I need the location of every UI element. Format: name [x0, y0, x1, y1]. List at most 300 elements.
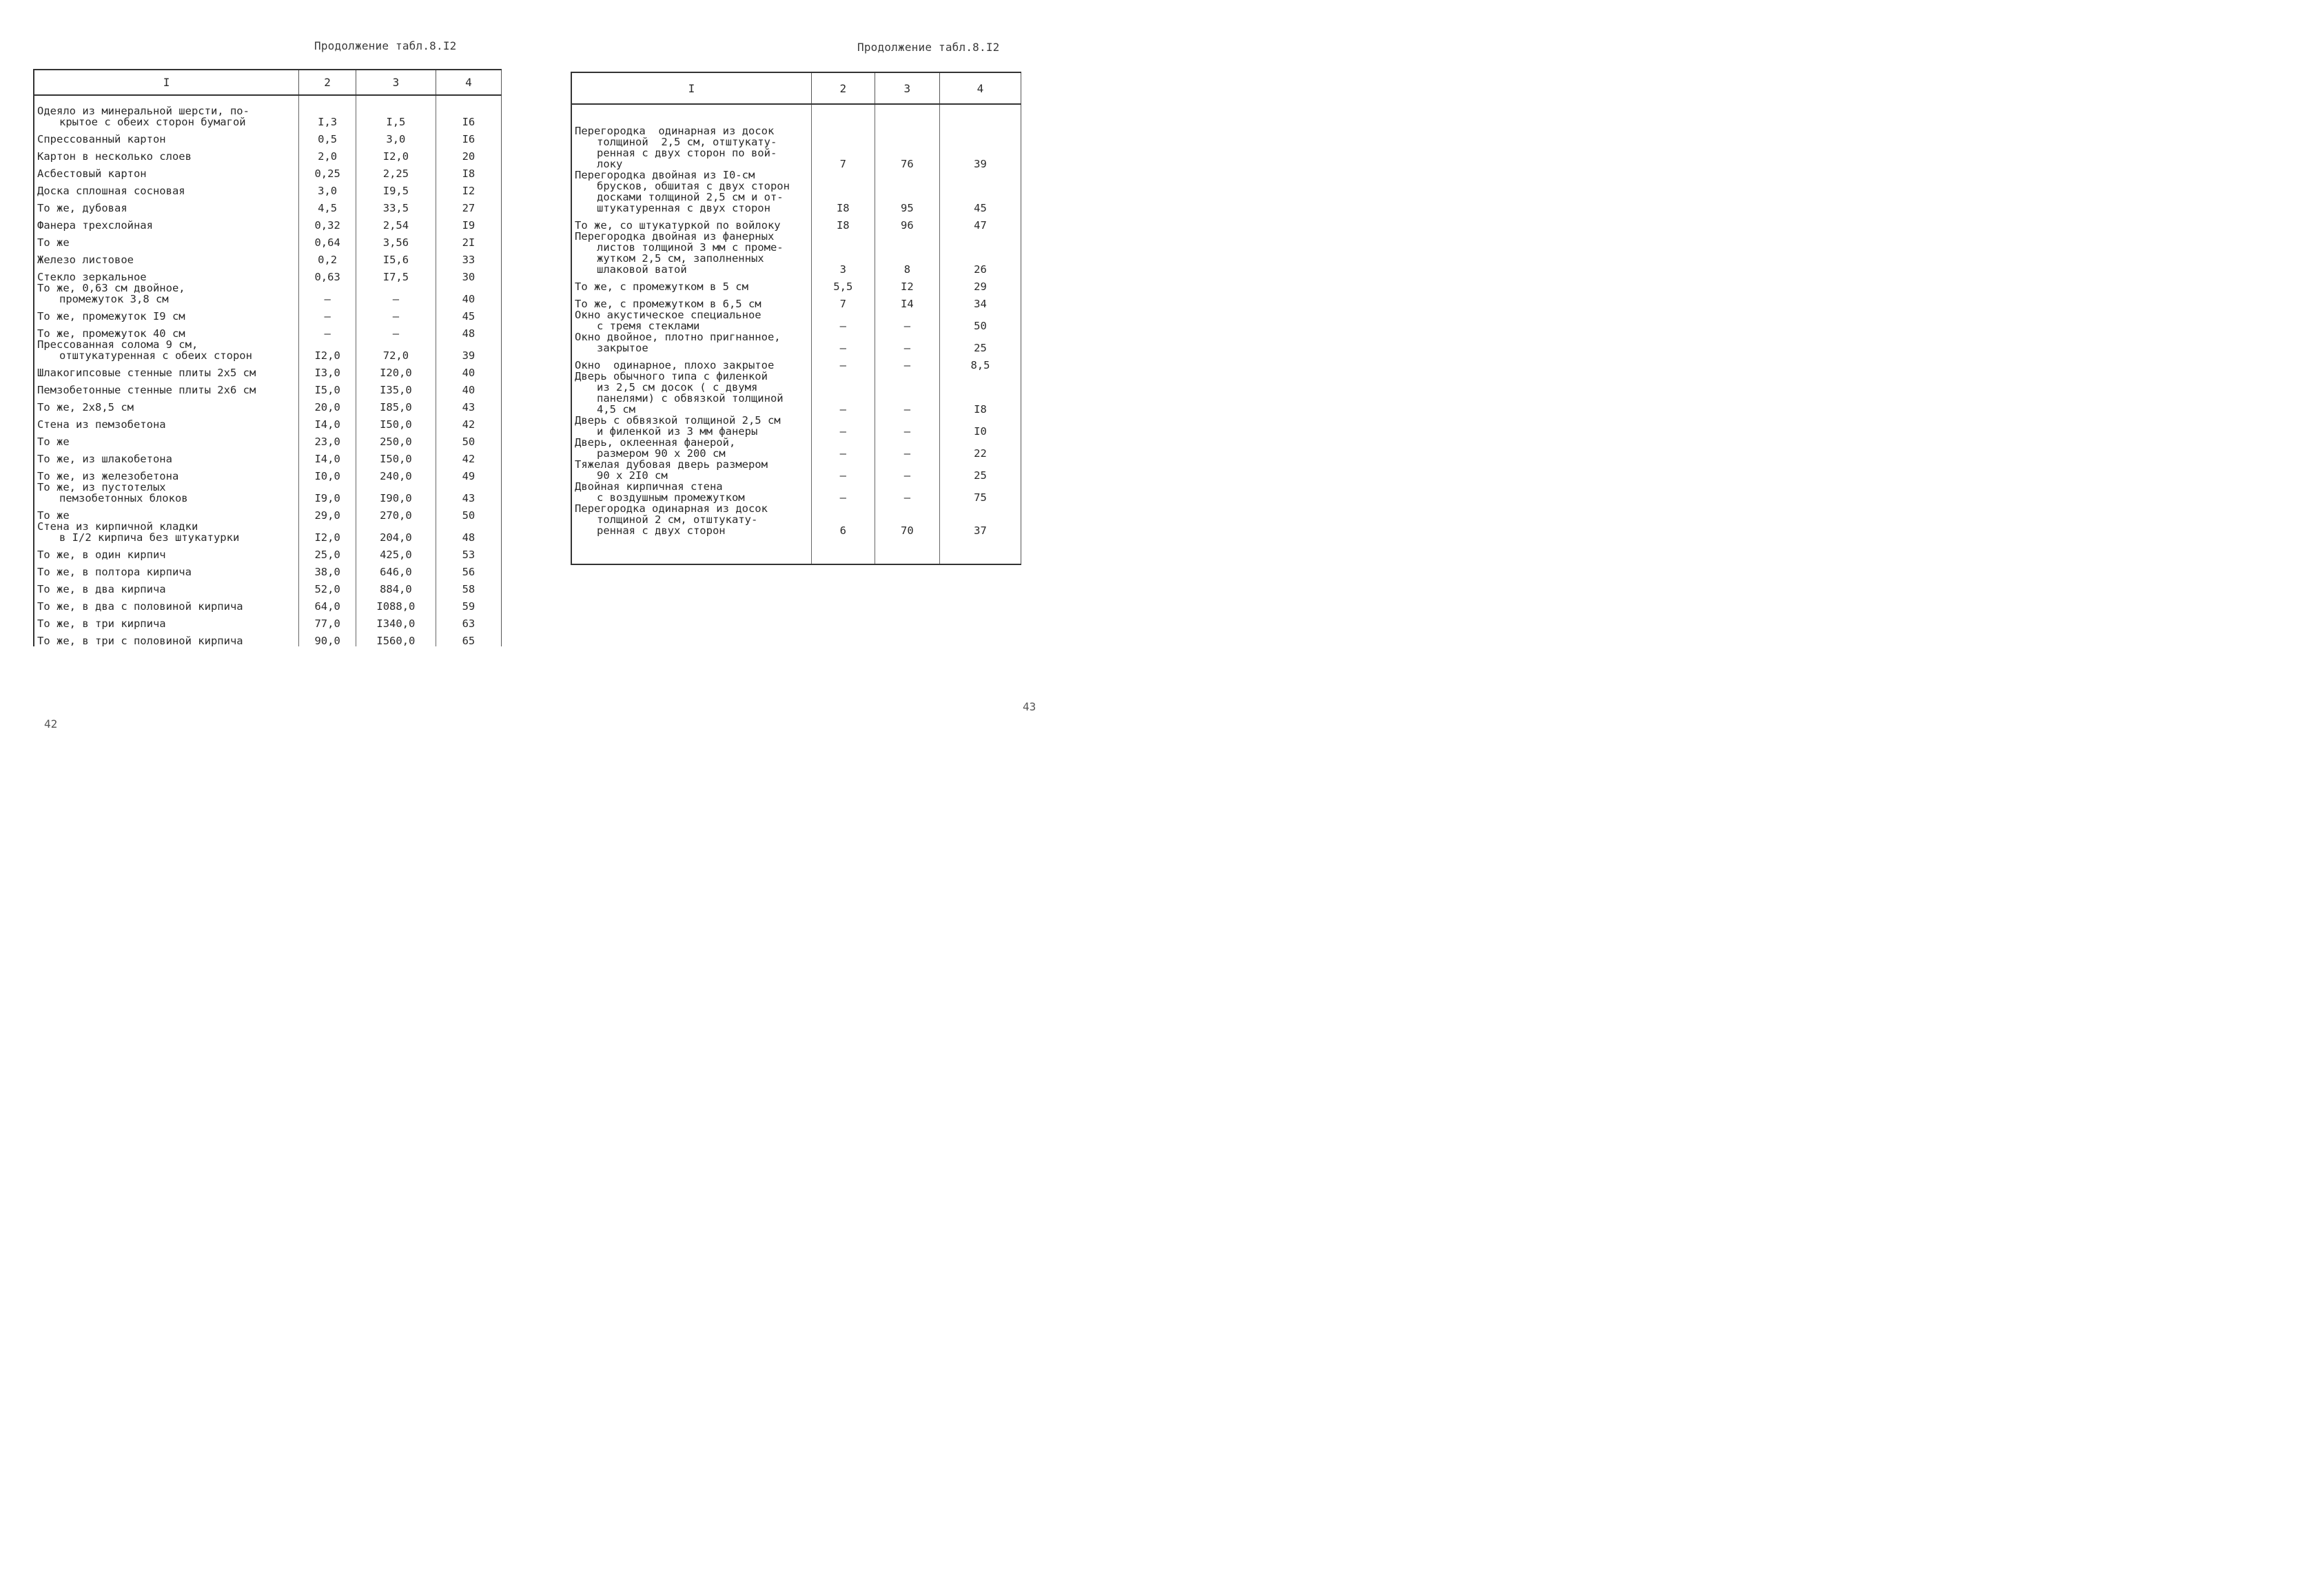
cell-col-2: –: [811, 371, 875, 415]
cell-col-3: I2: [875, 275, 939, 292]
table-row: [34, 612, 502, 629]
description-line: и филенкой из 3 мм фанеры: [597, 425, 758, 438]
row-description: [34, 339, 299, 361]
row-description: [34, 361, 299, 378]
description-line: То же, с промежутком в 6,5 см: [575, 298, 762, 310]
cell-col-2: I0,0: [299, 464, 356, 482]
description-line: Дверь, оклеенная фанерой,: [575, 436, 736, 449]
table-row: [34, 305, 502, 322]
cell-col-2: 4,5: [299, 196, 356, 214]
row-description: [34, 179, 299, 196]
cell-col-2: I3,0: [299, 361, 356, 378]
description-line: То же, 2х8,5 см: [37, 401, 134, 413]
cell-col-3: I90,0: [356, 482, 436, 504]
cell-col-4: 48: [436, 521, 501, 543]
continuation-title: Продолжение табл.8.I2: [314, 39, 457, 52]
row-description: [571, 292, 811, 309]
row-description: [34, 595, 299, 612]
cell-col-4: 34: [939, 292, 1021, 309]
description-line: толщиной 2,5 см, отштукату-: [597, 136, 777, 148]
cell-col-4: 47: [939, 214, 1021, 231]
row-description: [34, 543, 299, 560]
row-description: [571, 503, 811, 564]
cell-col-4: 49: [436, 464, 501, 482]
cell-col-2: 6: [811, 503, 875, 564]
cell-col-3: 70: [875, 503, 939, 564]
table-row: [34, 464, 502, 482]
description-line: Дверь обычного типа с филенкой: [575, 370, 768, 382]
left-page: [0, 0, 540, 746]
cell-col-4: I8: [436, 162, 501, 179]
cell-col-2: I2,0: [299, 339, 356, 361]
cell-col-3: 2,54: [356, 214, 436, 231]
table-row: [34, 162, 502, 179]
cell-col-3: 95: [875, 170, 939, 214]
cell-col-4: 20: [436, 145, 501, 162]
description-line: То же, в полтора кирпича: [37, 566, 192, 578]
description-line: То же, из пустотелых: [37, 481, 166, 493]
row-description: [34, 396, 299, 413]
table-row: [571, 104, 1021, 170]
cell-col-3: –: [875, 309, 939, 331]
description-line: Стекло зеркальное: [37, 271, 147, 283]
table-row: [34, 283, 502, 305]
row-description: [571, 231, 811, 275]
row-description: [34, 162, 299, 179]
cell-col-3: 204,0: [356, 521, 436, 543]
cell-col-4: 40: [436, 283, 501, 305]
cell-col-3: I85,0: [356, 396, 436, 413]
description-line: Картон в несколько слоев: [37, 150, 192, 163]
description-line: То же, с промежутком в 5 см: [575, 280, 748, 293]
row-description: [34, 283, 299, 305]
cell-col-4: 37: [939, 503, 1021, 564]
right-table: [571, 72, 1021, 565]
cell-col-4: 42: [436, 447, 501, 464]
row-description: [571, 437, 811, 459]
cell-col-4: 27: [436, 196, 501, 214]
description-line: отштукатуренная с обеих сторон: [59, 349, 252, 362]
cell-col-4: 8,5: [939, 354, 1021, 371]
table-row: [34, 361, 502, 378]
description-line: ренная с двух сторон по вой-: [597, 147, 777, 159]
cell-col-3: 2,25: [356, 162, 436, 179]
description-line: То же, промежуток 40 см: [37, 327, 185, 340]
table-row: [34, 595, 502, 612]
cell-col-4: 42: [436, 413, 501, 430]
cell-col-4: 25: [939, 331, 1021, 354]
cell-col-4: 2I: [436, 231, 501, 248]
row-description: [34, 145, 299, 162]
description-line: брусков, обшитая с двух сторон: [597, 180, 790, 192]
table-row: [34, 248, 502, 265]
description-line: Окно акустическое специальное: [575, 309, 762, 321]
description-line: Двойная кирпичная стена: [575, 480, 723, 493]
row-description: [34, 413, 299, 430]
header-col-1: I: [34, 70, 299, 95]
table-row: [571, 354, 1021, 371]
cell-col-3: I7,5: [356, 265, 436, 283]
cell-col-2: I4,0: [299, 413, 356, 430]
cell-col-4: I6: [436, 127, 501, 145]
description-line: с воздушным промежутком: [597, 491, 745, 504]
description-line: То же, дубовая: [37, 202, 127, 214]
row-description: [34, 464, 299, 482]
header-col-3: 3: [875, 72, 939, 104]
row-description: [34, 231, 299, 248]
cell-col-3: –: [875, 459, 939, 481]
page-number: 42: [44, 717, 58, 730]
description-line: листов толщиной 3 мм с проме-: [597, 241, 784, 254]
table-row: [34, 231, 502, 248]
cell-col-3: 884,0: [356, 577, 436, 595]
table-row: [34, 127, 502, 145]
cell-col-4: 40: [436, 361, 501, 378]
header-col-2: 2: [811, 72, 875, 104]
cell-col-2: 3,0: [299, 179, 356, 196]
cell-col-3: 72,0: [356, 339, 436, 361]
cell-col-4: 50: [436, 430, 501, 447]
cell-col-2: –: [811, 354, 875, 371]
cell-col-3: 240,0: [356, 464, 436, 482]
cell-col-3: I35,0: [356, 378, 436, 396]
description-line: штукатуренная с двух сторон: [597, 202, 770, 214]
cell-col-2: 0,32: [299, 214, 356, 231]
description-line: Асбестовый картон: [37, 167, 147, 180]
cell-col-2: 0,2: [299, 248, 356, 265]
description-line: То же: [37, 509, 70, 522]
description-line: локу: [597, 158, 623, 170]
description-line: То же, в три с половиной кирпича: [37, 635, 243, 647]
cell-col-2: –: [811, 437, 875, 459]
description-line: Доска сплошная сосновая: [37, 185, 185, 197]
description-line: То же, из железобетона: [37, 470, 179, 482]
cell-col-3: –: [875, 371, 939, 415]
cell-col-2: 38,0: [299, 560, 356, 577]
description-line: Железо листовое: [37, 254, 134, 266]
table-row: [34, 521, 502, 543]
cell-col-3: 8: [875, 231, 939, 275]
cell-col-3: I50,0: [356, 413, 436, 430]
table-row: [571, 231, 1021, 275]
cell-col-2: 64,0: [299, 595, 356, 612]
cell-col-2: –: [299, 322, 356, 339]
header-col-3: 3: [356, 70, 436, 95]
cell-col-4: I9: [436, 214, 501, 231]
cell-col-2: I,3: [299, 95, 356, 127]
cell-col-2: 2,0: [299, 145, 356, 162]
row-description: [571, 481, 811, 503]
table-row: [34, 504, 502, 521]
cell-col-4: 25: [939, 459, 1021, 481]
description-line: с тремя стеклами: [597, 320, 700, 332]
cell-col-4: 43: [436, 482, 501, 504]
header-col-2: 2: [299, 70, 356, 95]
cell-col-3: I20,0: [356, 361, 436, 378]
table-row: [571, 309, 1021, 331]
cell-col-3: 250,0: [356, 430, 436, 447]
right-page: [540, 0, 1081, 746]
cell-col-4: 26: [939, 231, 1021, 275]
table-row: [571, 214, 1021, 231]
cell-col-2: I8: [811, 170, 875, 214]
table-row: [571, 331, 1021, 354]
cell-col-3: 646,0: [356, 560, 436, 577]
cell-col-4: 29: [939, 275, 1021, 292]
cell-col-4: 58: [436, 577, 501, 595]
cell-col-3: 33,5: [356, 196, 436, 214]
row-description: [34, 214, 299, 231]
table-row: [34, 543, 502, 560]
cell-col-3: I2,0: [356, 145, 436, 162]
row-description: [571, 354, 811, 371]
table-row: [34, 629, 502, 646]
cell-col-4: I8: [939, 371, 1021, 415]
row-description: [571, 309, 811, 331]
description-line: ренная с двух сторон: [597, 524, 726, 537]
cell-col-4: 65: [436, 629, 501, 646]
row-description: [34, 265, 299, 283]
table-row: [34, 482, 502, 504]
header-col-1: I: [571, 72, 811, 104]
cell-col-3: I50,0: [356, 447, 436, 464]
cell-col-2: 52,0: [299, 577, 356, 595]
description-line: панелями) с обвязкой толщиной: [597, 392, 784, 405]
row-description: [34, 248, 299, 265]
table-row: [571, 371, 1021, 415]
cell-col-4: 59: [436, 595, 501, 612]
cell-col-2: 7: [811, 292, 875, 309]
left-table: [33, 69, 502, 646]
cell-col-3: 96: [875, 214, 939, 231]
row-description: [34, 521, 299, 543]
row-description: [34, 577, 299, 595]
header-row: [571, 72, 1021, 104]
cell-col-2: 0,63: [299, 265, 356, 283]
description-line: Фанера трехслойная: [37, 219, 153, 232]
cell-col-2: 90,0: [299, 629, 356, 646]
header-col-4: 4: [939, 72, 1021, 104]
description-line: закрытое: [597, 342, 648, 354]
description-line: 4,5 см: [597, 403, 635, 416]
cell-col-2: 0,64: [299, 231, 356, 248]
table-row: [571, 503, 1021, 564]
page-number: 43: [1023, 700, 1036, 713]
cell-col-3: I560,0: [356, 629, 436, 646]
row-description: [571, 415, 811, 437]
description-line: То же, в три кирпича: [37, 617, 166, 630]
cell-col-2: 29,0: [299, 504, 356, 521]
cell-col-3: 270,0: [356, 504, 436, 521]
cell-col-3: –: [875, 415, 939, 437]
description-line: То же, со штукатуркой по войлоку: [575, 219, 781, 232]
row-description: [571, 104, 811, 170]
cell-col-2: I9,0: [299, 482, 356, 504]
description-line: шлаковой ватой: [597, 263, 687, 276]
cell-col-4: 45: [436, 305, 501, 322]
table-row: [571, 437, 1021, 459]
cell-col-4: 45: [939, 170, 1021, 214]
continuation-title: Продолжение табл.8.I2: [857, 41, 1000, 54]
cell-col-2: 0,25: [299, 162, 356, 179]
description-line: Перегородка одинарная из досок: [575, 502, 768, 515]
description-line: досками толщиной 2,5 см и от-: [597, 191, 784, 203]
description-line: То же: [37, 436, 70, 448]
cell-col-4: 39: [939, 104, 1021, 170]
table-row: [571, 275, 1021, 292]
cell-col-2: 3: [811, 231, 875, 275]
description-line: Дверь с обвязкой толщиной 2,5 см: [575, 414, 781, 427]
description-line: из 2,5 см досок ( с двумя: [597, 381, 758, 393]
cell-col-3: 3,0: [356, 127, 436, 145]
table-row: [571, 170, 1021, 214]
description-line: То же, 0,63 см двойное,: [37, 282, 185, 294]
cell-col-3: 425,0: [356, 543, 436, 560]
cell-col-3: –: [356, 283, 436, 305]
cell-col-2: I5,0: [299, 378, 356, 396]
row-description: [34, 504, 299, 521]
right-table-body: [571, 104, 1021, 564]
cell-col-4: 50: [436, 504, 501, 521]
description-line: То же, промежуток I9 см: [37, 310, 185, 323]
cell-col-2: –: [299, 305, 356, 322]
table-row: [571, 459, 1021, 481]
cell-col-3: 3,56: [356, 231, 436, 248]
table-row: [34, 447, 502, 464]
description-line: жутком 2,5 см, заполненных: [597, 252, 764, 265]
cell-col-4: 63: [436, 612, 501, 629]
description-line: То же: [37, 236, 70, 249]
cell-col-2: 7: [811, 104, 875, 170]
row-description: [571, 275, 811, 292]
cell-col-2: –: [811, 309, 875, 331]
row-description: [34, 482, 299, 504]
left-table-body: [34, 95, 502, 646]
cell-col-2: 20,0: [299, 396, 356, 413]
table-row: [34, 196, 502, 214]
cell-col-2: –: [299, 283, 356, 305]
description-line: Пемзобетонные стенные плиты 2х6 см: [37, 384, 256, 396]
cell-col-4: 22: [939, 437, 1021, 459]
table-row: [34, 396, 502, 413]
cell-col-2: –: [811, 331, 875, 354]
description-line: толщиной 2 см, отштукату-: [597, 513, 758, 526]
row-description: [34, 447, 299, 464]
table-row: [34, 214, 502, 231]
cell-col-2: 25,0: [299, 543, 356, 560]
row-description: [34, 629, 299, 646]
description-line: промежуток 3,8 см: [59, 293, 169, 305]
table-row: [34, 95, 502, 127]
cell-col-4: 75: [939, 481, 1021, 503]
cell-col-2: 23,0: [299, 430, 356, 447]
row-description: [34, 127, 299, 145]
description-line: размером 90 х 200 см: [597, 447, 726, 460]
cell-col-4: I0: [939, 415, 1021, 437]
row-description: [34, 560, 299, 577]
table-row: [34, 560, 502, 577]
cell-col-4: I2: [436, 179, 501, 196]
row-description: [34, 378, 299, 396]
table-row: [34, 577, 502, 595]
row-description: [34, 95, 299, 127]
cell-col-2: I2,0: [299, 521, 356, 543]
table-row: [34, 339, 502, 361]
cell-col-2: –: [811, 481, 875, 503]
cell-col-4: 40: [436, 378, 501, 396]
table-row: [34, 145, 502, 162]
table-row: [34, 322, 502, 339]
description-line: Окно двойное, плотно пригнанное,: [575, 331, 781, 343]
description-line: пемзобетонных блоков: [59, 492, 188, 504]
table-row: [34, 179, 502, 196]
cell-col-3: I4: [875, 292, 939, 309]
cell-col-4: 39: [436, 339, 501, 361]
table-row: [34, 378, 502, 396]
description-line: Одеяло из минеральной шерсти, по-: [37, 105, 249, 117]
cell-col-3: –: [356, 322, 436, 339]
cell-col-2: I8: [811, 214, 875, 231]
cell-col-4: 48: [436, 322, 501, 339]
description-line: Перегородка двойная из I0-см: [575, 169, 755, 181]
row-description: [34, 305, 299, 322]
cell-col-4: 50: [939, 309, 1021, 331]
cell-col-4: 56: [436, 560, 501, 577]
description-line: в I/2 кирпича без штукатурки: [59, 531, 240, 544]
row-description: [34, 612, 299, 629]
description-line: То же, в два с половиной кирпича: [37, 600, 243, 613]
description-line: То же, из шлакобетона: [37, 453, 172, 465]
cell-col-3: 76: [875, 104, 939, 170]
cell-col-4: I6: [436, 95, 501, 127]
header-row: [34, 70, 502, 95]
description-line: крытое с обеих сторон бумагой: [59, 116, 246, 128]
row-description: [571, 170, 811, 214]
table-row: [571, 415, 1021, 437]
description-line: Перегородка двойная из фанерных: [575, 230, 775, 243]
cell-col-4: 30: [436, 265, 501, 283]
row-description: [571, 371, 811, 415]
header-col-4: 4: [436, 70, 501, 95]
cell-col-2: –: [811, 415, 875, 437]
cell-col-4: 43: [436, 396, 501, 413]
table-row: [571, 481, 1021, 503]
table-row: [34, 430, 502, 447]
cell-col-4: 33: [436, 248, 501, 265]
cell-col-2: 77,0: [299, 612, 356, 629]
cell-col-3: –: [875, 437, 939, 459]
description-line: Спрессованный картон: [37, 133, 166, 145]
description-line: Стена из кирпичной кладки: [37, 520, 198, 533]
cell-col-2: 5,5: [811, 275, 875, 292]
description-line: Перегородка одинарная из досок: [575, 125, 775, 137]
cell-col-3: –: [875, 354, 939, 371]
row-description: [571, 214, 811, 231]
description-line: 90 х 2I0 см: [597, 469, 668, 482]
table-row: [571, 292, 1021, 309]
cell-col-3: I340,0: [356, 612, 436, 629]
cell-col-3: I088,0: [356, 595, 436, 612]
row-description: [34, 430, 299, 447]
row-description: [34, 196, 299, 214]
row-description: [34, 322, 299, 339]
description-line: Тяжелая дубовая дверь размером: [575, 458, 768, 471]
cell-col-3: –: [875, 481, 939, 503]
description-line: Прессованная солома 9 см,: [37, 338, 198, 351]
table-row: [34, 413, 502, 430]
cell-col-3: –: [875, 331, 939, 354]
cell-col-3: I,5: [356, 95, 436, 127]
